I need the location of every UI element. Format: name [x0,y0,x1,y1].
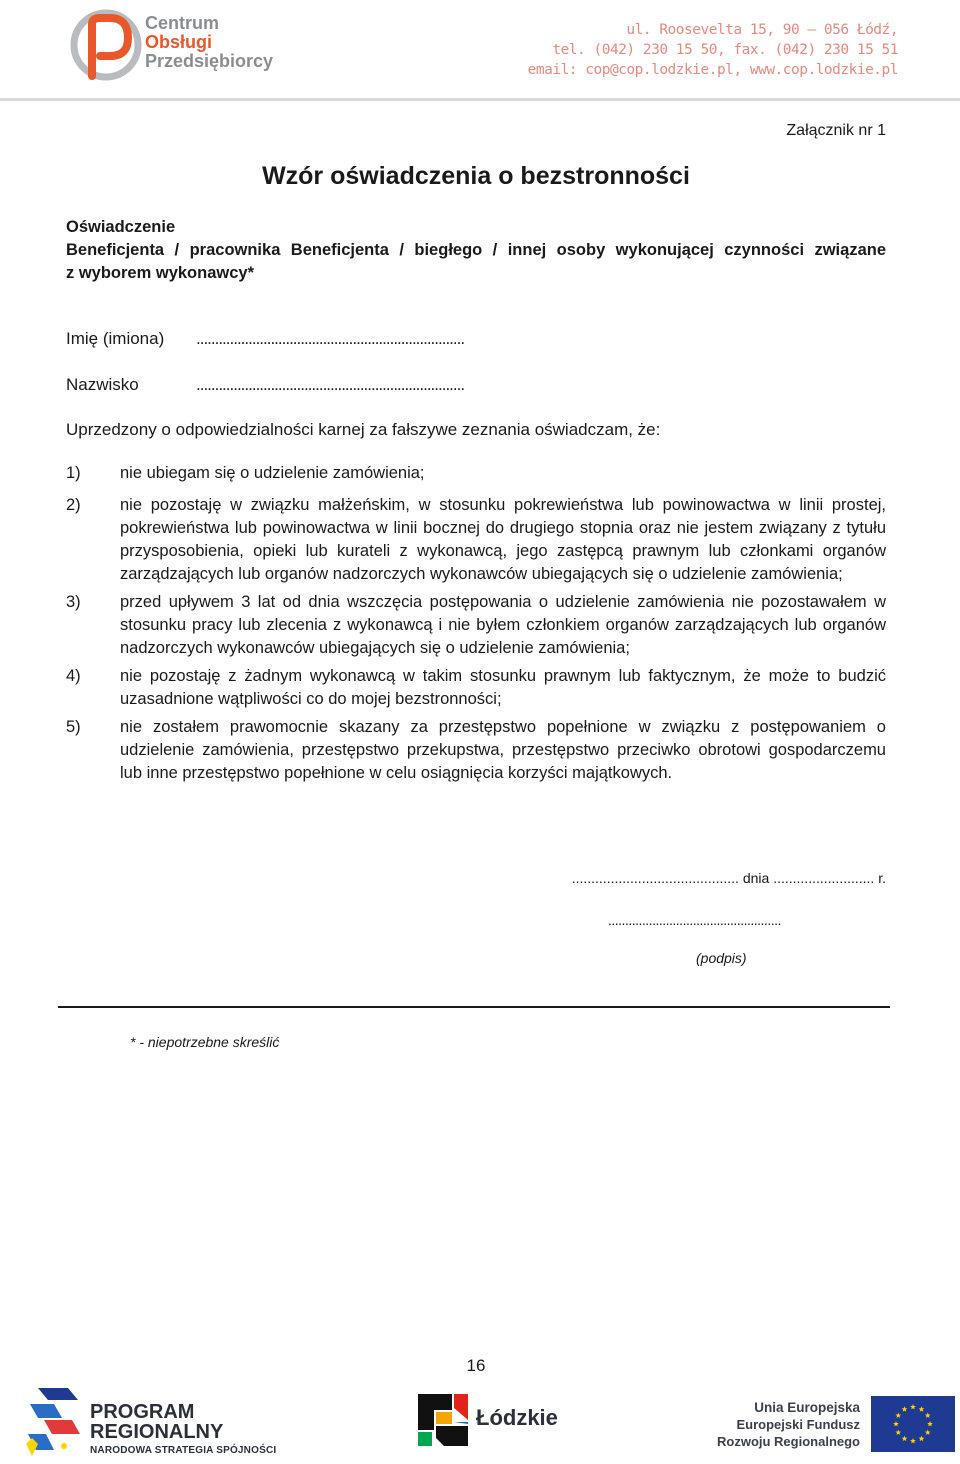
item-text: przed upływem 3 lat od dnia wszczęcia postępowania o udzielenie zamówienia nie pozostawałem w stosunku pracy lub zlecenia z wykonawcą i nie byłem członkiem organów zarządzających lub organów nadzorczych wykonawców ubiegających się o udzielenie zamówienia; [120,593,886,657]
statement-line-1: Oświadczenie [66,218,176,236]
eu-line-1: Unia Europejska [754,1400,860,1415]
list-item [66,716,886,785]
lodzkie-logo-icon [418,1394,468,1446]
program-regionalny-text [90,1402,276,1458]
address-street: ul. Roosevelta 15, 90 – 056 Łódź, [626,22,898,38]
eu-line-2: Europejski Fundusz [736,1417,860,1432]
program-line-3: NARODOWA STRATEGIA SPÓJNOŚCI [90,1445,277,1456]
statement-line-2: Beneficjenta / pracownika Beneficjenta / biegłego / innej osoby wykonującej czynności związane [66,241,886,259]
last-name-label: Nazwisko [66,375,139,394]
first-name-input[interactable]: ........................................................................ [196,329,465,348]
last-name-field [66,375,465,395]
declaration-list [66,462,886,790]
footnote: * - niepotrzebne skreślić [130,1034,280,1050]
statement-line-3: z wyborem wykonawcy* [66,264,254,282]
item-text: nie zostałem prawomocnie skazany za przestępstwo popełnione w związku z postępowaniem o udzielenie zamówienia, przestępstwo przekupstwa, przestępstwo przeciwko obrotowi gospodarczemu lub inne przestępstwo popełnione w celu osiągnięcia korzyści majątkowych. [120,718,886,782]
statement-heading [66,216,886,285]
date-field[interactable]: ........................................... dnia .......................... r. [571,870,886,886]
logo-line-obslugi: Obsługi [145,32,212,52]
item-number: 3) [66,593,81,611]
header-divider [0,98,960,101]
address-email: email: cop@cop.lodzkie.pl, www.cop.lodzkie.pl [527,62,898,78]
header-address [528,20,898,80]
cop-logo-text [145,14,273,71]
logo-line-przedsiebiorcy: Przedsiębiorcy [145,51,274,71]
logo-line-centrum: Centrum [145,13,220,33]
list-item [66,591,886,660]
program-line-1: PROGRAM [90,1401,195,1423]
item-number: 1) [66,464,81,482]
footnote-divider [58,1006,890,1008]
page-number: 16 [466,1356,486,1375]
last-name-input[interactable]: ........................................................................ [196,375,465,394]
item-text: nie ubiegam się o udzielenie zamówienia; [120,464,425,482]
lodzkie-text: Łódzkie [476,1405,558,1430]
list-item [66,665,886,711]
address-phone: tel. (042) 230 15 50, fax. (042) 230 15 51 [552,42,898,58]
list-item [66,494,886,586]
page-title: Wzór oświadczenia o bezstronności [262,162,690,190]
annex-label: Załącznik nr 1 [786,122,886,139]
first-name-field [66,329,465,349]
eu-flag-icon [871,1396,955,1452]
item-number: 4) [66,667,81,685]
program-line-2: REGIONALNY [90,1421,224,1443]
cop-logo-mark-icon [70,6,148,84]
item-number: 2) [66,496,81,514]
item-text: nie pozostaję w związku małżeńskim, w stosunku pokrewieństwa lub powinowactwa w linii prostej, pokrewieństwa lub powinowactwa w linii bocznej do drugiego stopnia oraz nie jestem związany z tytułu przysposobienia, opieki lub kurateli z wykonawcą, jego zastępcą prawnym lub członkami organów zarządzających lub organów nadzorczych wykonawców ubiegających się o udzielenie zamówienia; [120,496,886,583]
item-number: 5) [66,718,81,736]
eu-text [716,1399,860,1450]
signature-field[interactable]: ................................................... [608,912,781,928]
list-item [66,462,886,485]
first-name-label: Imię (imiona) [66,329,165,348]
intro-text: Uprzedzony o odpowiedzialności karnej za fałszywe zeznania oświadczam, że: [66,420,661,439]
eu-line-3: Rozwoju Regionalnego [717,1434,860,1449]
signature-label: (podpis) [696,950,747,966]
item-text: nie pozostaję z żadnym wykonawcą w takim stosunku prawnym lub faktycznym, że może to budzić uzasadnione wątpliwości co do mojej bezstronności; [120,667,886,708]
program-regionalny-logo-icon [24,1384,84,1458]
